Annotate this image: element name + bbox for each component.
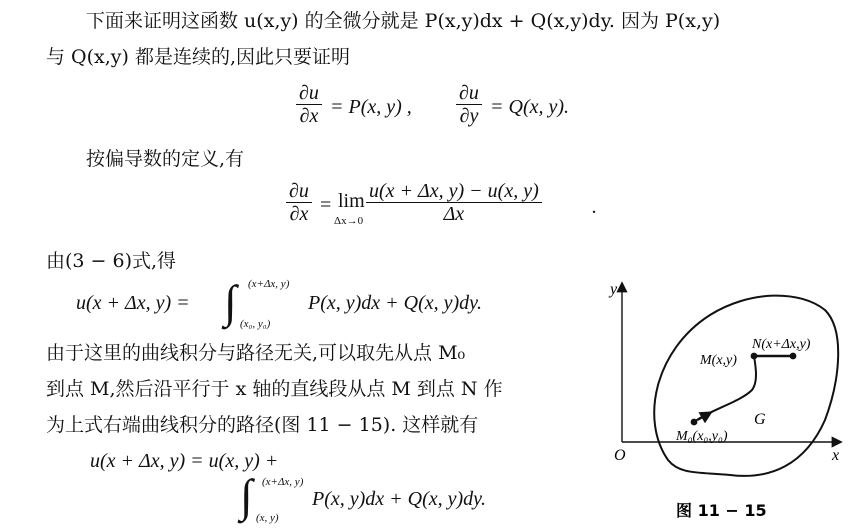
partial-fraction — [456, 82, 482, 127]
path-arrow — [698, 413, 710, 420]
fraction-denominator: ∂x — [289, 203, 309, 226]
partial-fraction — [296, 82, 322, 127]
fraction-denominator: ∂y — [459, 105, 479, 128]
figure-11-15 — [600, 270, 855, 532]
integral-sign: ∫ — [240, 470, 253, 521]
region-g-boundary — [654, 296, 838, 476]
paragraph-line: 下面来证明这函数 u(x,y) 的全微分就是 P(x,y)dx + Q(x,y)dy. 因为 P(x,y) — [86, 10, 721, 32]
point-n — [790, 353, 797, 360]
fraction-denominator: Δx — [443, 203, 465, 226]
integral-lower-limit: (x, y) — [256, 512, 279, 524]
x-axis-label: x — [832, 447, 840, 464]
integral-upper-limit: (x+Δx, y) — [248, 278, 290, 290]
point-m0 — [691, 419, 698, 426]
fraction-denominator: ∂x — [299, 105, 319, 128]
integral-lower-limit: (x₀, y₀) — [240, 318, 271, 330]
origin-label: O — [614, 447, 626, 464]
paragraph-line: 到点 M,然后沿平行于 x 轴的直线段从点 M 到点 N 作 — [46, 378, 503, 400]
fraction-numerator: u(x + Δx, y) − u(x, y) — [369, 180, 539, 202]
limit-fraction — [366, 180, 542, 225]
equals-sign: = — [320, 194, 332, 216]
integral-sign: ∫ — [224, 276, 237, 327]
integral-upper-limit: (x+Δx, y) — [262, 476, 304, 488]
equation-rhs: = Q(x, y). — [490, 96, 570, 118]
point-n-label: N(x+Δx,y) — [752, 337, 811, 352]
point-m0-label: M₀(x₀,y₀) — [676, 429, 728, 444]
integrand: P(x, y)dx + Q(x, y)dy. — [308, 292, 482, 314]
equation-lhs: u(x + Δx, y) = — [76, 292, 190, 314]
paragraph-line: 由于这里的曲线积分与路径无关,可以取先从点 M₀ — [46, 342, 466, 364]
point-m-label: M(x,y) — [700, 353, 737, 368]
partial-fraction — [286, 180, 312, 225]
region-g-label: G — [754, 411, 766, 428]
fraction-numerator: ∂u — [459, 82, 479, 104]
limit-subscript: Δx→0 — [334, 215, 364, 227]
paragraph-line: 与 Q(x,y) 都是连续的,因此只要证明 — [46, 46, 351, 68]
y-axis-label: y — [610, 281, 618, 298]
equation-rhs: = P(x, y) , — [330, 96, 412, 118]
fraction-numerator: ∂u — [299, 82, 319, 104]
limit-operator: lim — [338, 190, 365, 212]
paragraph-line: 为上式右端曲线积分的路径(图 11 − 15). 这样就有 — [46, 414, 479, 436]
paragraph-line: 按偏导数的定义,有 — [86, 148, 245, 170]
period: . — [592, 196, 597, 218]
fraction-numerator: ∂u — [289, 180, 309, 202]
integrand: P(x, y)dx + Q(x, y)dy. — [312, 488, 486, 510]
point-m — [751, 353, 758, 360]
figure-caption: 图 11 − 15 — [676, 501, 767, 520]
paragraph-line: 由(3 − 6)式,得 — [46, 250, 177, 272]
equation-lhs: u(x + Δx, y) = u(x, y) + — [90, 450, 279, 472]
